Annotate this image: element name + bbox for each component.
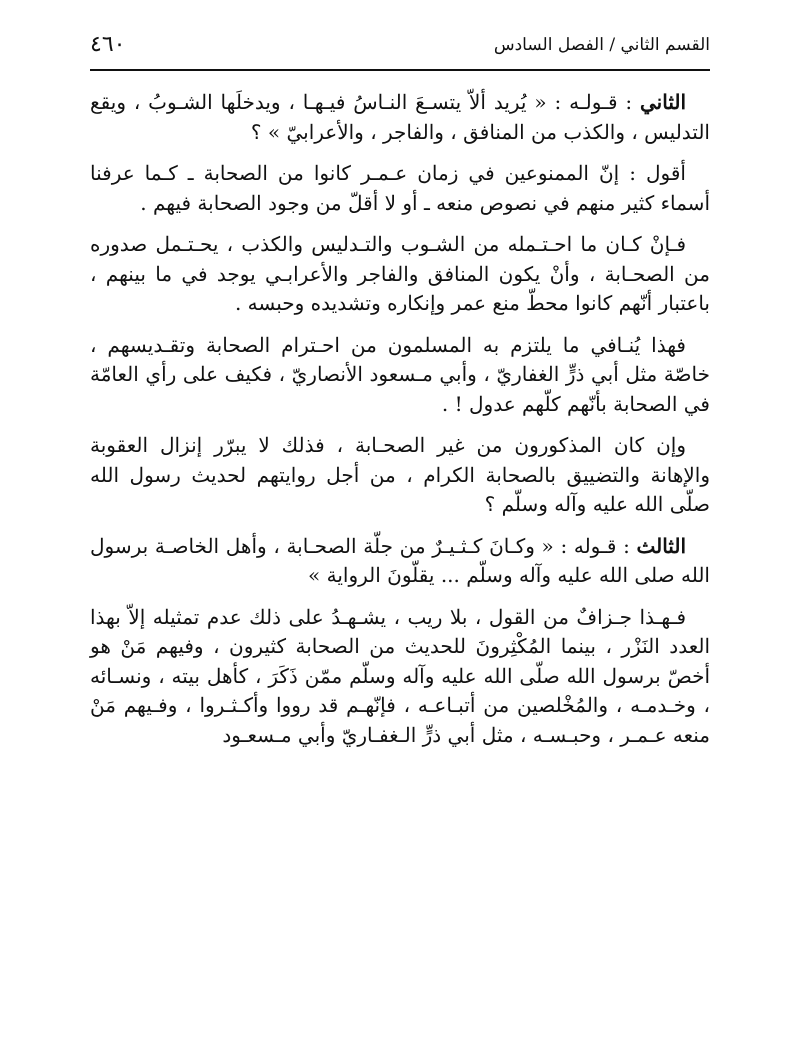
paragraph-text: : قـوله : « وكـانَ كـثـيـرٌ من جلّة الصحـابة ، وأهل الخاصـة برسول الله صلى الله عليه وآله وسلّم ... يقلّونَ الرواية » (90, 533, 710, 587)
running-header (90, 28, 710, 68)
paragraph-text: : قـولـه : « يُريد ألاّ يتسـعَ النـاسُ فيـهـا ، ويدخلَها الشـوبُ ، ويقع التدليس ، والكذب من المنافق ، والفاجر ، والأعرابيّ » ؟ (90, 90, 710, 144)
paragraph-4 (90, 331, 710, 420)
paragraph-2 (90, 159, 710, 218)
paragraph-text: فهذا يُنـافي ما يلتزم به المسلمون من احـترام الصحابة وتقـديسهم ، خاصّة مثل أبي ذرٍّ الغفاريّ ، وأبي مـسعود الأنصاريّ ، فكيف على رأي العامّة في الصحابة بأنّهم كلّهم عدول ! . (90, 332, 710, 416)
paragraph-7 (90, 603, 710, 751)
paragraph-text: فـهـذا جـزافٌ من القول ، بلا ريب ، يشـهـدُ على ذلك عدم تمثيله إلاّ بهذا العدد النَزْر ، بينما المُكْثِرونَ للحديث من الصحابة كثيرون ، وفيهم مَنْ هو أخصّ برسول الله صلّى الله عليه وآله وسلّم ممّن ذَكَرَ ، كأهل بيته ، ونسـائه ، وخـدمـه ، والمُخْلصين من أتبـاعـه ، فإنّهـم قد رووا وأكـثـروا ، وفـيهم مَنْ منعه عـمـر ، وحبـسـه ، مثل أبي ذرٍّ الـغفـاريّ وأبي مـسعـود (90, 604, 710, 747)
paragraph-text: أقول : إنّ الممنوعين في زمان عـمـر كانوا من الصحابة ـ كـما عرفنا أسماء كثير منهم في نصوص منعه ـ أو لا أقلّ من وجود الصحابة فيهم . (90, 161, 710, 215)
paragraph-5 (90, 431, 710, 520)
page-number: ٤٦٠ (90, 32, 126, 57)
paragraph-6 (90, 532, 710, 591)
book-page (90, 28, 710, 1028)
body-text (90, 88, 710, 762)
paragraph-1 (90, 88, 710, 147)
paragraph-3 (90, 230, 710, 319)
header-title: القسم الثاني / الفصل السادس (493, 35, 710, 55)
paragraph-lead-word: الثاني (639, 90, 686, 114)
paragraph-text: فـإنْ كـان ما احـتـمله من الشـوب والتـدليس والكذب ، يحـتـمل صدوره من الصحـابة ، وأنْ يكون المنافق والفاجر والأعرابـي يوجد في ما بينهم ، باعتبار أنّهم كانوا محطّ منع عمر وإنكاره وتشديده وحبسه . (90, 232, 710, 315)
paragraph-text: وإن كان المذكورون من غير الصحـابة ، فذلك لا يبرّر إنزال العقوبة والإهانة والتضييق بالصحابة الكرام ، من أجل روايتهم لحديث رسول الله صلّى الله عليه وآله وسلّم ؟ (90, 433, 710, 516)
header-rule (90, 69, 710, 71)
paragraph-lead-word: الثالث (636, 533, 686, 558)
